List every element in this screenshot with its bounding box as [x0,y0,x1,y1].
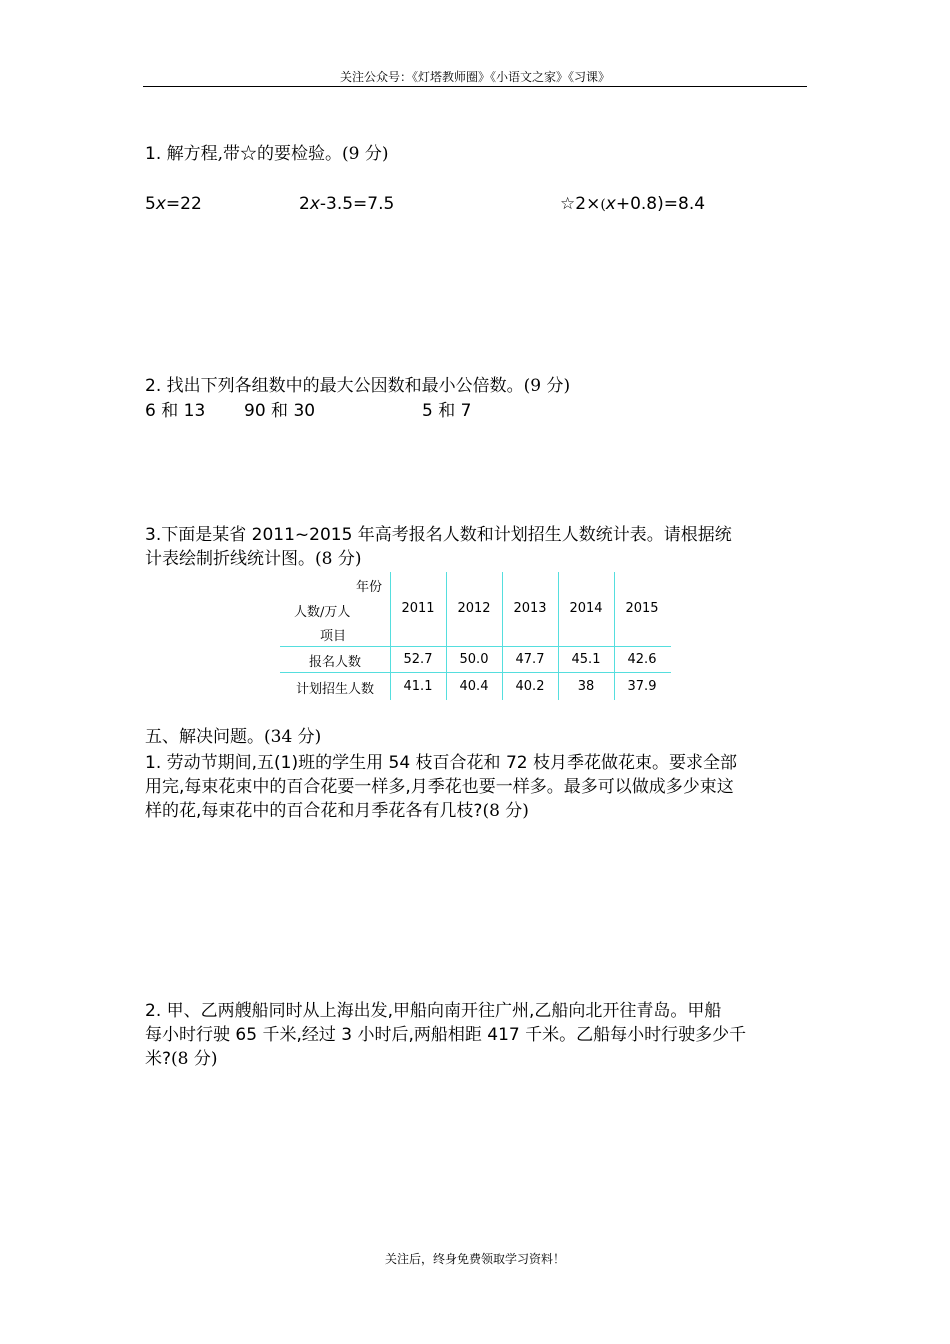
q1-equation-1: 5x=22 [145,194,202,214]
table-year-header: 2012 [457,601,491,616]
p1-line-3: 样的花,每束花中的百合花和月季花各有几枝?(8 分) [145,801,529,821]
table-row-label: 报名人数 [308,655,361,670]
page-footer: 关注后，终身免费领取学习资料！ [384,1252,565,1266]
table-year-header: 2013 [513,601,547,616]
star-icon: ☆ [560,194,576,214]
table-year-header: 2014 [569,601,603,616]
q2-group-3: 5 和 7 [422,401,472,421]
table-corner-year: 年份 [356,580,383,595]
table-year-header: 2011 [401,601,435,616]
statistics-table [280,572,671,700]
table-cell: 41.1 [403,679,433,694]
table-cell: 52.7 [403,652,433,667]
p2-line-2: 每小时行驶 65 千米,经过 3 小时后,两船相距 417 千米。乙船每小时行驶多少千 [145,1025,747,1045]
table-cell: 45.1 [571,652,601,667]
table-year-header: 2015 [625,601,659,616]
q2-group-2: 90 和 30 [244,401,316,421]
p2-line-1: 2. 甲、乙两艘船同时从上海出发,甲船向南开往广州,乙船向北开往青岛。甲船 [145,1001,722,1021]
header-rule [143,86,807,87]
q3-line-1: 3.下面是某省 2011~2015 年高考报名人数和计划招生人数统计表。请根据统 [145,525,732,545]
p2-line-3: 米?(8 分) [145,1049,218,1069]
table-row-label: 计划招生人数 [295,682,374,697]
q1-equation-3: ☆2×(x+0.8)=8.4 [560,194,706,214]
q1-equation-2: 2x-3.5=7.5 [299,194,395,214]
q2-text: 找出下列各组数中的最大公因数和最小公倍数。 [166,376,524,396]
q2-score: (9 分) [523,376,571,396]
table-cell: 50.0 [459,652,489,667]
q2-number: 2. [145,376,162,396]
table-cell: 38 [577,679,595,694]
table-cell: 40.4 [459,679,489,694]
q3-line-2: 计表绘制折线统计图。(8 分) [145,549,362,569]
q1-text: 解方程,带☆的要检验。 [166,144,343,164]
table-corner-unit: 人数/万人 [294,605,351,620]
table-cell: 37.9 [627,679,657,694]
section5-title: 五、解决问题。(34 分) [145,727,322,747]
q1-score: (9 分) [342,144,389,164]
q1-prompt [145,142,389,166]
q2-group-1: 6 和 13 [145,401,206,421]
table-cell: 40.2 [515,679,545,694]
q1-number: 1. [145,144,162,164]
p1-line-2: 用完,每束花束中的百合花要一样多,月季花也要一样多。最多可以做成多少束这 [145,777,734,797]
table-divider [280,672,671,673]
p1-line-1: 1. 劳动节期间,五(1)班的学生用 54 枝百合花和 72 枝月季花做花束。要求全部 [145,753,737,773]
q2-prompt [145,374,570,398]
table-corner-item: 项目 [320,629,347,644]
table-divider [280,646,671,647]
page-header: 关注公众号：《灯塔教师圈》《小语文之家》《习课》 [339,70,610,84]
table-cell: 47.7 [515,652,545,667]
table-cell: 42.6 [627,652,657,667]
